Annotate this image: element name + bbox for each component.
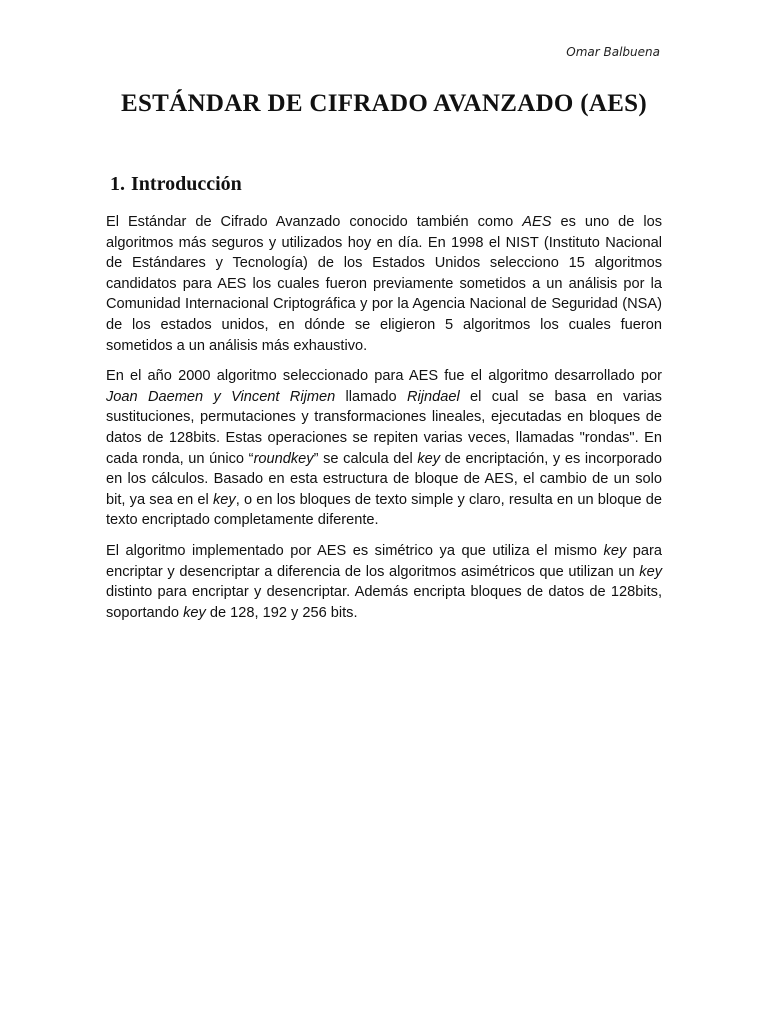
italic-term: key <box>213 491 236 508</box>
italic-term: key <box>639 563 662 580</box>
body-text <box>106 212 662 633</box>
italic-term: Joan Daemen y Vincent Rijmen <box>106 388 336 405</box>
text-run: el cual se basa en varias sustituciones, permutaciones y transformaciones lineales, ejecutadas en bloques de datos de 128bits. Estas operaciones se repiten varias veces, llamadas "rondas". En cada ronda, un único “ <box>106 388 662 467</box>
italic-term: key <box>417 450 441 467</box>
text-run: de 128, 192 y 256 bits. <box>205 604 358 621</box>
paragraph-3 <box>106 541 662 623</box>
document-title: ESTÁNDAR DE CIFRADO AVANZADO (AES) <box>120 90 648 117</box>
paragraph-1 <box>106 212 662 356</box>
text-run: para encriptar y desencriptar a diferencia de los algoritmos asimétricos que utilizan un <box>106 542 662 580</box>
text-run: El algoritmo implementado por AES es simétrico ya que utiliza el mismo <box>106 542 604 559</box>
paragraph-2 <box>106 366 662 531</box>
author-name: Omar Balbuena <box>566 45 660 59</box>
text-run: de encriptación, y es incorporado en los cálculos. Basado en esta estructura de bloque de AES, el cambio de un solo bit, ya sea en el <box>106 450 662 508</box>
italic-term: key <box>183 604 206 621</box>
text-run: distinto para encriptar y desencriptar. Además encripta bloques de datos de 128bits, soportando <box>106 584 662 621</box>
section-title: Introducción <box>131 173 242 195</box>
text-run: llamado <box>335 388 407 405</box>
italic-term: key <box>603 542 627 559</box>
text-run: El Estándar de Cifrado Avanzado conocido también como <box>106 214 523 230</box>
text-run: , o en los bloques de texto simple y claro, resulta en un bloque de texto encriptado completamente diferente. <box>106 491 663 529</box>
section-heading <box>110 173 242 196</box>
section-number: 1. <box>110 173 125 195</box>
text-run: es uno de los algoritmos más seguros y utilizados hoy en día. En 1998 el NIST (Instituto Nacional de Estándares y Tecnología) de los Estados Unidos selecciono 15 algoritmos candidatos para AES los cuales fueron previamente sometidos a un análisis por la Comunidad Internacional Criptográfica y por la Agencia Nacional de Seguridad (NSA) de los estados unidos, en dónde se eligieron 5 algoritmos los cuales fueron sometidos a un análisis más exhaustivo. <box>106 214 663 354</box>
italic-term: AES <box>522 214 552 230</box>
text-run: ” se calcula del <box>313 450 418 467</box>
text-run: En el año 2000 algoritmo seleccionado para AES fue el algoritmo desarrollado por <box>106 368 662 385</box>
italic-term: roundkey <box>253 450 314 467</box>
italic-term: Rijndael <box>406 388 460 405</box>
